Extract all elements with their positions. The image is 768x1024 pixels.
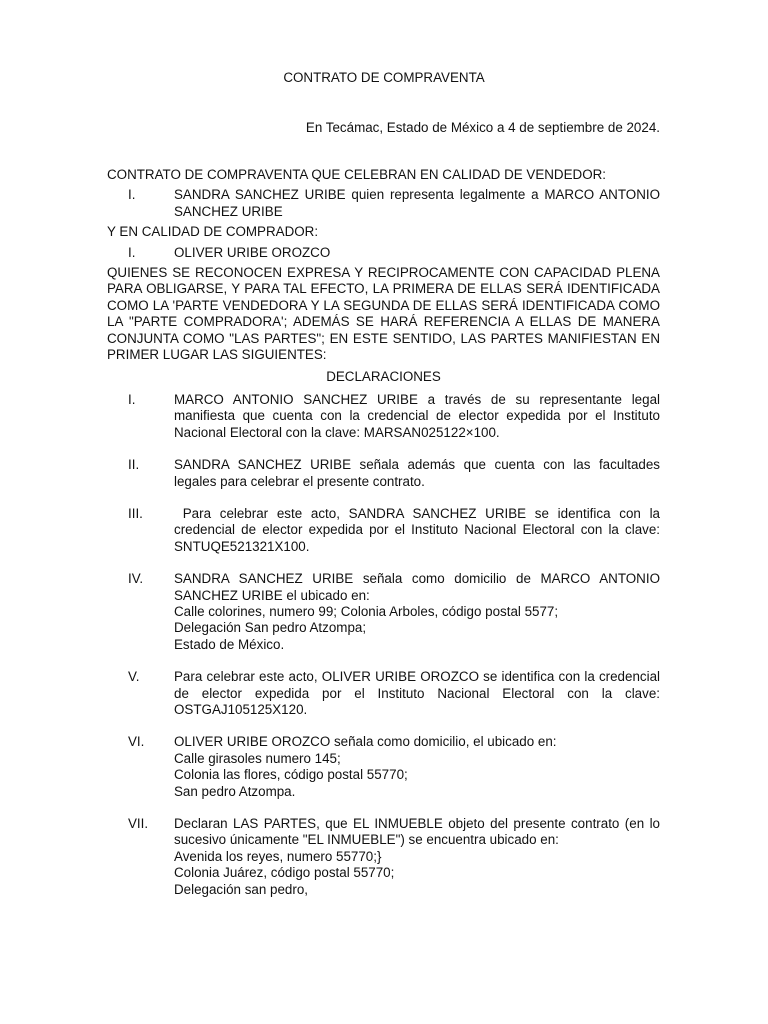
address-line: San pedro Atzompa. [174, 783, 296, 799]
list-number: III. [128, 505, 143, 521]
declaration-item [107, 457, 660, 490]
place-date-line: En Tecámac, Estado de México a 4 de septiembre de 2024. [305, 120, 660, 135]
list-number: VII. [128, 816, 149, 831]
declaration-item [107, 734, 660, 800]
address-line: Calle girasoles numero 145; [174, 750, 341, 766]
address-line: Delegación San pedro Atzompa; [174, 620, 367, 636]
declaration-block [174, 734, 660, 800]
declaration-text: MARCO ANTONIO SANCHEZ URIBE a través de su representante legal manifiesta que cuenta con la credencial de elector expedida por el Instituto Nacional Electoral con la clave: MARSAN025122×100. [174, 391, 660, 440]
parties-paragraph: QUIENES SE RECONOCEN EXPRESA Y RECIPROCAMENTE CON CAPACIDAD PLENA PARA OBLIGARSE, Y PARA TAL EFECTO, LA PRIMERA DE ELLAS SERÁ IDENTIFICADA COMO LA 'PARTE VENDEDORA Y LA SEGUNDA DE ELLAS SERÁ IDENTIFICADA COMO LA "PARTE COMPRADORA'; ADEMÁS SE HARÁ REFERENCIA A ELLAS DE MANERA CONJUNTA COMO "LAS PARTES"; EN ESTE SENTIDO, LAS PARTES MANIFIESTAN EN PRIMER LUGAR LAS SIGUIENTES: [107, 265, 660, 363]
document-title: CONTRATO DE COMPRAVENTA [283, 70, 485, 85]
declaration-item [107, 392, 660, 441]
list-number: VI. [128, 734, 145, 750]
declaration-item [107, 505, 664, 555]
declaration-text: SANDRA SANCHEZ URIBE señala como domicilio de MARCO ANTONIO SANCHEZ URIBE el ubicado en: [174, 571, 660, 603]
declarations-heading: DECLARACIONES [326, 369, 441, 385]
buyer-item [107, 245, 660, 261]
declaration-block [174, 816, 660, 898]
address-line: Calle colorines, numero 99; Colonia Arboles, código postal 5577; [174, 603, 559, 619]
declaration-block [174, 571, 660, 653]
declaration-text: Para celebrar este acto, OLIVER URIBE OROZCO se identifica con la credencial de elector expedida por el Instituto Nacional Electoral con la clave: OSTGAJ105125X120. [174, 669, 660, 717]
list-number: I. [128, 187, 136, 203]
list-number: V. [128, 669, 140, 685]
list-number: II. [128, 457, 140, 473]
address-line: Delegación san pedro, [174, 881, 308, 897]
document-body [107, 167, 664, 898]
intro-paragraph: CONTRATO DE COMPRAVENTA QUE CELEBRAN EN CALIDAD DE VENDEDOR: [107, 167, 607, 182]
declaration-text: SANDRA SANCHEZ URIBE señala además que cuenta con las facultades legales para celebrar el presente contrato. [174, 457, 660, 489]
address-line: Avenida los reyes, numero 55770;} [174, 848, 382, 864]
buyer-intro: Y EN CALIDAD DE COMPRADOR: [107, 224, 319, 240]
declaration-item [107, 571, 660, 653]
declaration-text: OLIVER URIBE OROZCO señala como domicilio, el ubicado en: [174, 734, 557, 750]
declaration-item [107, 669, 660, 718]
buyer-text: OLIVER URIBE OROZCO [174, 244, 331, 260]
address-line: Colonia las flores, código postal 55770; [174, 767, 408, 783]
address-line: Estado de México. [174, 636, 285, 652]
declaration-text: Para celebrar este acto, SANDRA SANCHEZ URIBE se identifica con la credencial de elector expedida por el Instituto Nacional Electoral con la clave: SNTUQE521321X100. [174, 505, 664, 554]
list-number: IV. [128, 571, 144, 587]
declaration-text: Declaran LAS PARTES, que EL INMUEBLE objeto del presente contrato (en lo sucesivo únicamente "EL INMUEBLE") se encuentra ubicado en: [174, 816, 660, 848]
seller-text: SANDRA SANCHEZ URIBE quien representa legalmente a MARCO ANTONIO SANCHEZ URIBE [174, 187, 660, 219]
seller-item [107, 187, 660, 220]
list-number: I. [128, 244, 136, 260]
list-number: I. [128, 391, 136, 407]
address-line: Colonia Juárez, código postal 55770; [174, 865, 395, 881]
declaration-item [107, 816, 660, 898]
